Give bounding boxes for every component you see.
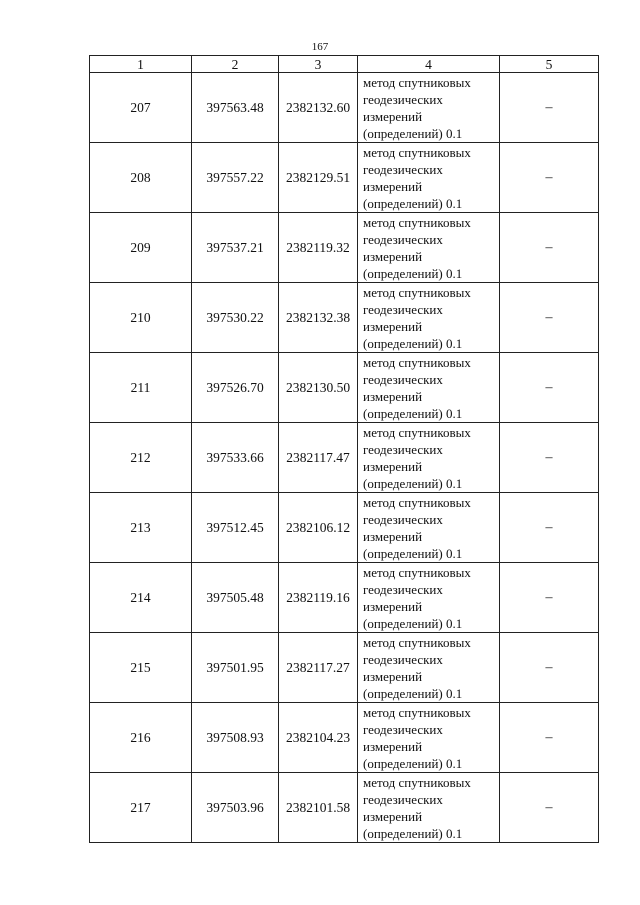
x-coordinate-cell: 397508.93 xyxy=(192,703,279,773)
point-number-cell: 208 xyxy=(90,143,192,213)
page-number: 167 xyxy=(311,41,329,53)
table-row xyxy=(90,283,599,353)
method-text-line: измерений xyxy=(363,808,423,824)
method-text-line: (определений) 0.1 xyxy=(363,265,463,281)
column-header: 4 xyxy=(358,56,500,73)
table-row xyxy=(90,493,599,563)
column-5-cell: – xyxy=(500,143,599,213)
method-text-line: геодезических xyxy=(363,301,443,317)
method-text-line: метод спутниковых xyxy=(363,634,471,650)
method-cell xyxy=(358,73,500,143)
method-text-line: (определений) 0.1 xyxy=(363,335,463,351)
coordinates-table xyxy=(89,55,599,843)
x-coordinate-cell: 397563.48 xyxy=(192,73,279,143)
column-5-cell: – xyxy=(500,773,599,843)
method-text-line: измерений xyxy=(363,528,423,544)
x-coordinate-cell: 397537.21 xyxy=(192,213,279,283)
method-text-line: (определений) 0.1 xyxy=(363,195,463,211)
method-cell xyxy=(358,703,500,773)
method-text-line: измерений xyxy=(363,108,423,124)
method-text-line: измерений xyxy=(363,458,423,474)
table-row xyxy=(90,143,599,213)
method-text-line: измерений xyxy=(363,318,423,334)
x-coordinate-cell: 397505.48 xyxy=(192,563,279,633)
method-text-line: (определений) 0.1 xyxy=(363,755,463,771)
method-text-line: метод спутниковых xyxy=(363,424,471,440)
method-text-line: (определений) 0.1 xyxy=(363,825,463,841)
method-text-line: геодезических xyxy=(363,581,443,597)
method-text-line: геодезических xyxy=(363,651,443,667)
table-row xyxy=(90,773,599,843)
method-text-line: геодезических xyxy=(363,231,443,247)
method-text-line: (определений) 0.1 xyxy=(363,125,463,141)
y-coordinate-cell: 2382132.60 xyxy=(279,73,358,143)
method-text-line: измерений xyxy=(363,598,423,614)
method-text-line: (определений) 0.1 xyxy=(363,685,463,701)
y-coordinate-cell: 2382101.58 xyxy=(279,773,358,843)
column-5-cell: – xyxy=(500,703,599,773)
x-coordinate-cell: 397503.96 xyxy=(192,773,279,843)
column-5-cell: – xyxy=(500,73,599,143)
column-5-cell: – xyxy=(500,633,599,703)
method-text-line: метод спутниковых xyxy=(363,494,471,510)
y-coordinate-cell: 2382117.27 xyxy=(279,633,358,703)
table-row xyxy=(90,703,599,773)
method-text-line: метод спутниковых xyxy=(363,144,471,160)
x-coordinate-cell: 397533.66 xyxy=(192,423,279,493)
y-coordinate-cell: 2382132.38 xyxy=(279,283,358,353)
method-text-line: метод спутниковых xyxy=(363,704,471,720)
table-body xyxy=(90,73,599,843)
method-text-line: геодезических xyxy=(363,511,443,527)
point-number-cell: 212 xyxy=(90,423,192,493)
column-5-cell: – xyxy=(500,493,599,563)
method-text-line: измерений xyxy=(363,248,423,264)
column-5-cell: – xyxy=(500,423,599,493)
y-coordinate-cell: 2382119.32 xyxy=(279,213,358,283)
y-coordinate-cell: 2382117.47 xyxy=(279,423,358,493)
point-number-cell: 211 xyxy=(90,353,192,423)
point-number-cell: 215 xyxy=(90,633,192,703)
y-coordinate-cell: 2382129.51 xyxy=(279,143,358,213)
point-number-cell: 210 xyxy=(90,283,192,353)
method-text-line: измерений xyxy=(363,738,423,754)
method-text-line: (определений) 0.1 xyxy=(363,615,463,631)
point-number-cell: 216 xyxy=(90,703,192,773)
method-cell xyxy=(358,213,500,283)
method-text-line: метод спутниковых xyxy=(363,284,471,300)
method-cell xyxy=(358,423,500,493)
method-cell xyxy=(358,563,500,633)
column-5-cell: – xyxy=(500,353,599,423)
y-coordinate-cell: 2382106.12 xyxy=(279,493,358,563)
method-text-line: измерений xyxy=(363,178,423,194)
y-coordinate-cell: 2382119.16 xyxy=(279,563,358,633)
method-text-line: (определений) 0.1 xyxy=(363,545,463,561)
point-number-cell: 214 xyxy=(90,563,192,633)
x-coordinate-cell: 397526.70 xyxy=(192,353,279,423)
method-text-line: (определений) 0.1 xyxy=(363,405,463,421)
method-text-line: метод спутниковых xyxy=(363,354,471,370)
method-text-line: геодезических xyxy=(363,721,443,737)
header-row xyxy=(90,56,599,73)
method-text-line: метод спутниковых xyxy=(363,564,471,580)
column-header: 2 xyxy=(192,56,279,73)
method-cell xyxy=(358,773,500,843)
method-text-line: метод спутниковых xyxy=(363,774,471,790)
table-row xyxy=(90,213,599,283)
column-5-cell: – xyxy=(500,283,599,353)
x-coordinate-cell: 397530.22 xyxy=(192,283,279,353)
table-row xyxy=(90,73,599,143)
method-text-line: геодезических xyxy=(363,441,443,457)
method-text-line: геодезических xyxy=(363,791,443,807)
point-number-cell: 217 xyxy=(90,773,192,843)
column-header: 1 xyxy=(90,56,192,73)
point-number-cell: 209 xyxy=(90,213,192,283)
table-row xyxy=(90,633,599,703)
table-row xyxy=(90,353,599,423)
method-text-line: геодезических xyxy=(363,91,443,107)
method-text-line: метод спутниковых xyxy=(363,214,471,230)
y-coordinate-cell: 2382104.23 xyxy=(279,703,358,773)
method-text-line: измерений xyxy=(363,388,423,404)
table-row xyxy=(90,423,599,493)
method-cell xyxy=(358,143,500,213)
column-5-cell: – xyxy=(500,213,599,283)
point-number-cell: 207 xyxy=(90,73,192,143)
x-coordinate-cell: 397512.45 xyxy=(192,493,279,563)
method-text-line: геодезических xyxy=(363,161,443,177)
method-cell xyxy=(358,633,500,703)
method-text-line: измерений xyxy=(363,668,423,684)
y-coordinate-cell: 2382130.50 xyxy=(279,353,358,423)
method-text-line: метод спутниковых xyxy=(363,74,471,90)
column-header: 5 xyxy=(500,56,599,73)
method-text-line: геодезических xyxy=(363,371,443,387)
table-row xyxy=(90,563,599,633)
method-cell xyxy=(358,283,500,353)
table-header xyxy=(90,56,599,73)
column-header: 3 xyxy=(279,56,358,73)
x-coordinate-cell: 397557.22 xyxy=(192,143,279,213)
column-5-cell: – xyxy=(500,563,599,633)
point-number-cell: 213 xyxy=(90,493,192,563)
method-text-line: (определений) 0.1 xyxy=(363,475,463,491)
method-cell xyxy=(358,493,500,563)
method-cell xyxy=(358,353,500,423)
x-coordinate-cell: 397501.95 xyxy=(192,633,279,703)
